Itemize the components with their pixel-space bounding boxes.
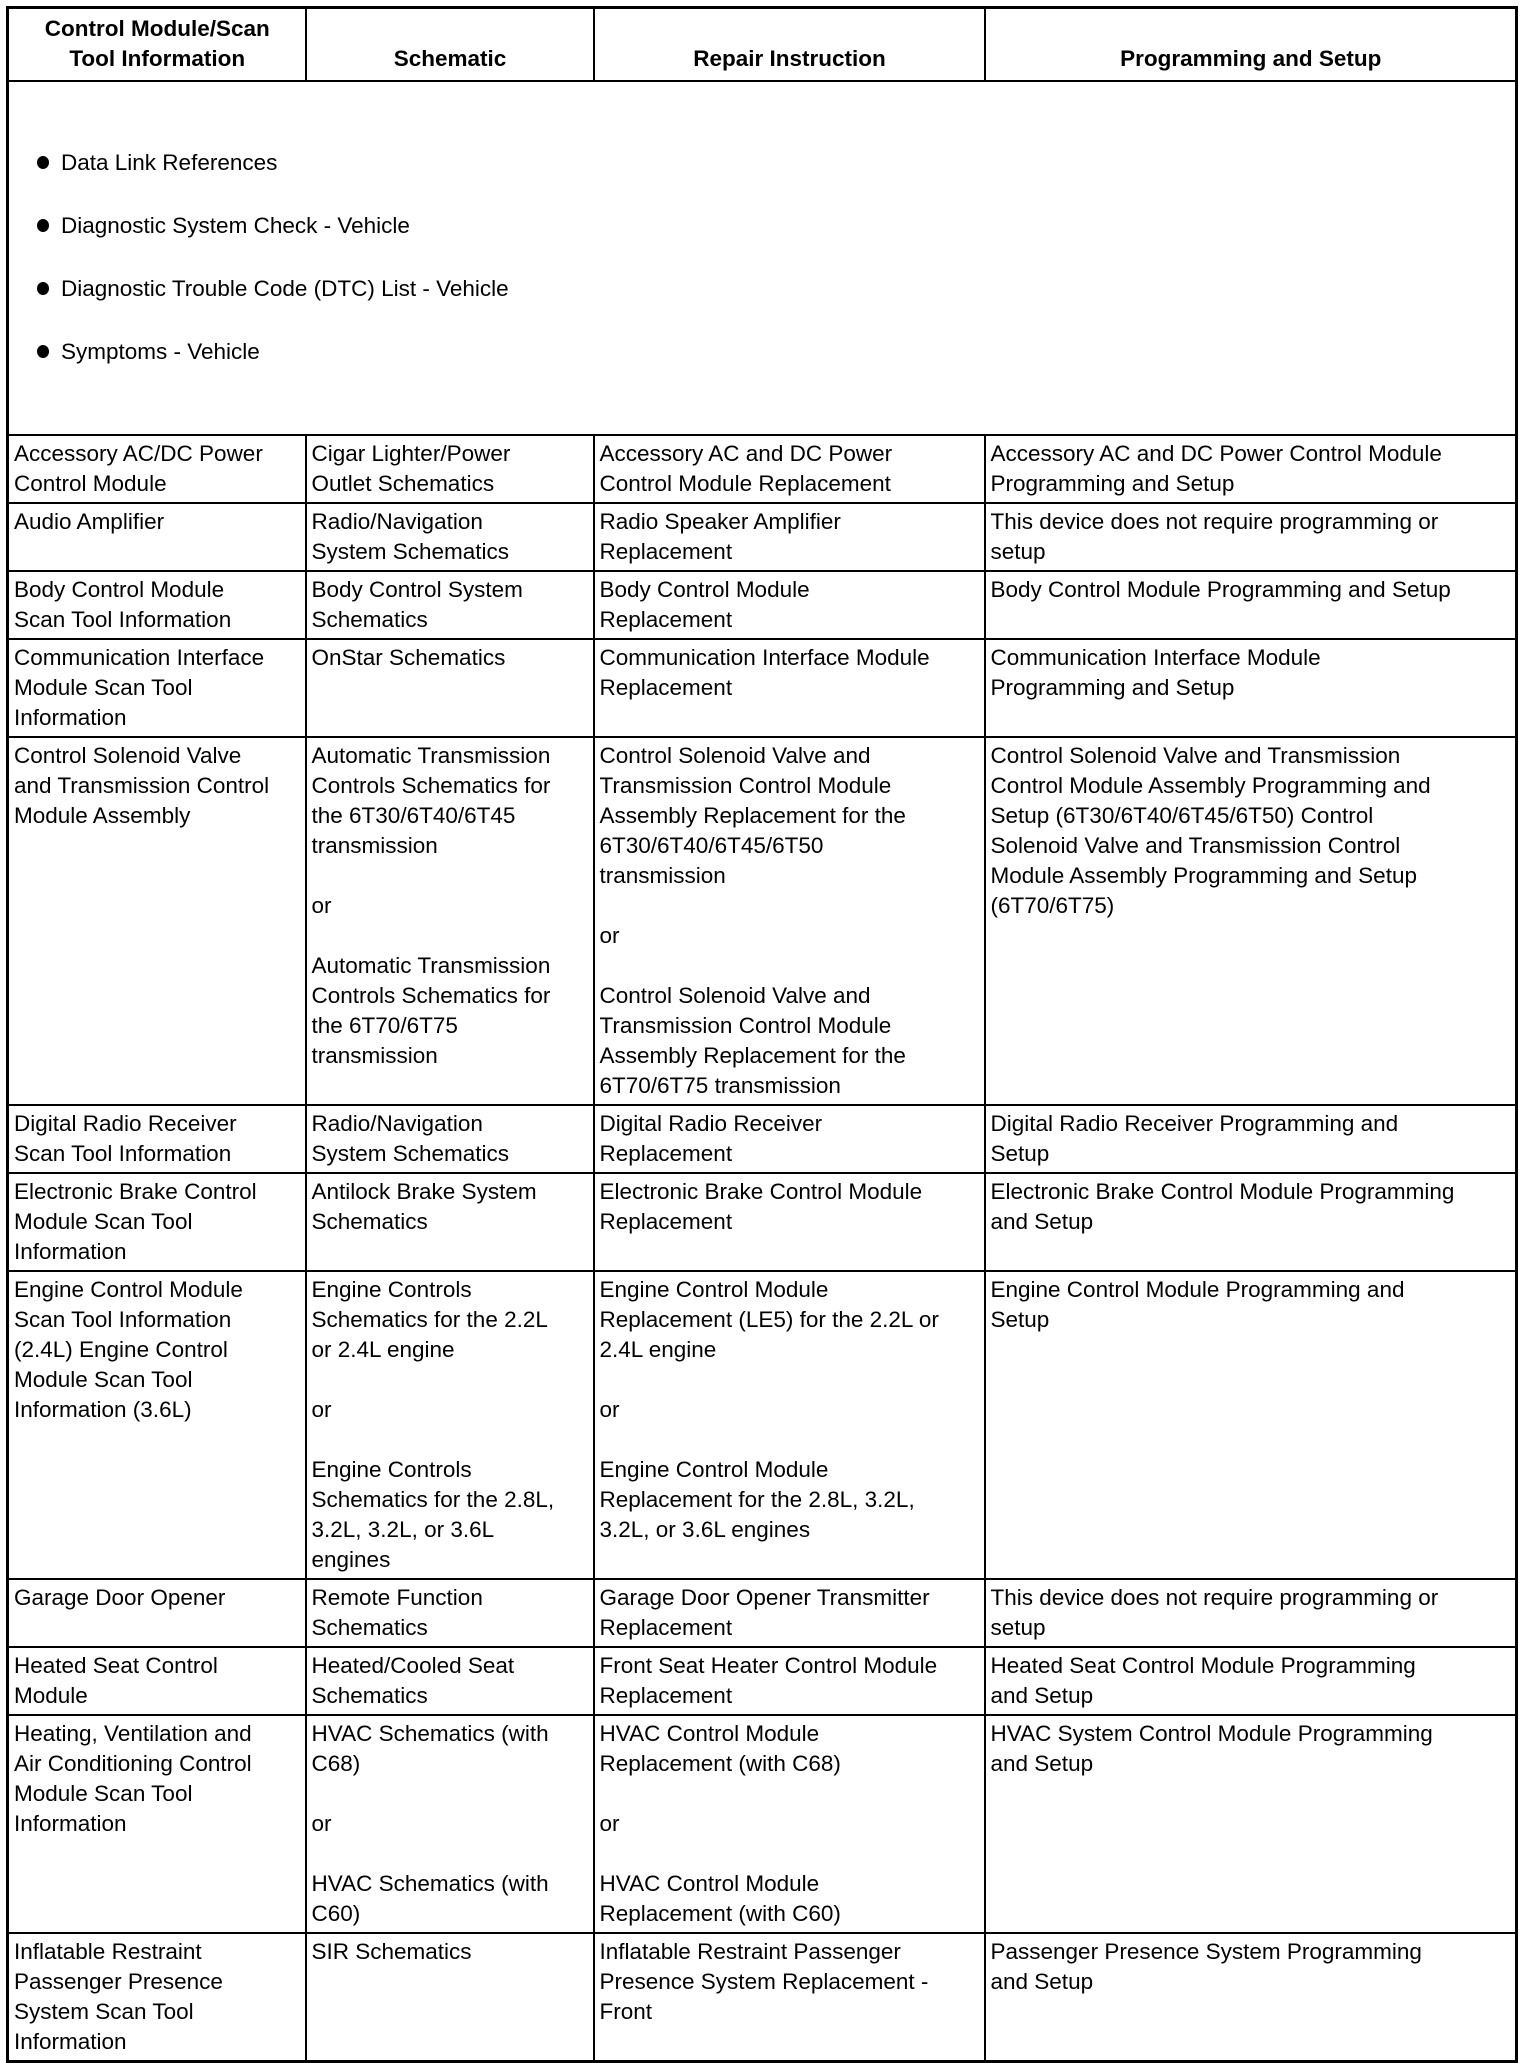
general-link[interactable]: Symptoms - Vehicle (31, 335, 1515, 368)
table-row (8, 737, 1517, 1105)
repair-instruction-cell: Digital Radio Receiver Replacement (594, 1105, 985, 1173)
programming-setup-cell: This device does not require programming or setup (985, 1579, 1517, 1647)
module-cell: Heated Seat Control Module (8, 1647, 306, 1715)
header-schematic: Schematic (306, 8, 594, 81)
module-cell: Heating, Ventilation and Air Conditioning Control Module Scan Tool Information (8, 1715, 306, 1933)
general-links-cell (8, 81, 1517, 435)
schematic-cell: Heated/Cooled Seat Schematics (306, 1647, 594, 1715)
schematic-cell: Remote Function Schematics (306, 1579, 594, 1647)
repair-instruction-cell: Front Seat Heater Control Module Replacement (594, 1647, 985, 1715)
table-row (8, 435, 1517, 503)
repair-instruction-cell: Radio Speaker Amplifier Replacement (594, 503, 985, 571)
table-row (8, 1105, 1517, 1173)
schematic-cell: Cigar Lighter/Power Outlet Schematics (306, 435, 594, 503)
table-row (8, 1933, 1517, 2062)
module-cell: Engine Control Module Scan Tool Information (2.4L) Engine Control Module Scan Tool Information (3.6L) (8, 1271, 306, 1579)
repair-instruction-cell: Electronic Brake Control Module Replacement (594, 1173, 985, 1271)
module-cell: Control Solenoid Valve and Transmission Control Module Assembly (8, 737, 306, 1105)
repair-instruction-cell: HVAC Control Module Replacement (with C68) or HVAC Control Module Replacement (with C60) (594, 1715, 985, 1933)
table-row (8, 1579, 1517, 1647)
schematic-cell: OnStar Schematics (306, 639, 594, 737)
general-link[interactable]: Diagnostic System Check - Vehicle (31, 209, 1515, 242)
programming-setup-cell: Accessory AC and DC Power Control Module Programming and Setup (985, 435, 1517, 503)
repair-instruction-cell: Control Solenoid Valve and Transmission Control Module Assembly Replacement for the 6T30/6T40/6T45/6T50 transmission or Control Solenoid Valve and Transmission Control Module Assembly Replacement for the 6T70/6T75 transmission (594, 737, 985, 1105)
module-cell: Accessory AC/DC Power Control Module (8, 435, 306, 503)
schematic-cell: Antilock Brake System Schematics (306, 1173, 594, 1271)
programming-setup-cell: Passenger Presence System Programming and Setup (985, 1933, 1517, 2062)
header-module: Control Module/Scan Tool Information (8, 8, 306, 81)
header-repair: Repair Instruction (594, 8, 985, 81)
module-cell: Communication Interface Module Scan Tool Information (8, 639, 306, 737)
schematic-cell: Body Control System Schematics (306, 571, 594, 639)
module-reference-table (6, 6, 1518, 2063)
table-row (8, 503, 1517, 571)
header-row (8, 8, 1517, 81)
schematic-cell: Engine Controls Schematics for the 2.2L or 2.4L engine or Engine Controls Schematics for the 2.8L, 3.2L, 3.2L, or 3.6L engines (306, 1271, 594, 1579)
table-row (8, 571, 1517, 639)
general-links-list (31, 116, 1515, 398)
module-cell: Electronic Brake Control Module Scan Tool Information (8, 1173, 306, 1271)
repair-instruction-cell: Body Control Module Replacement (594, 571, 985, 639)
table-row (8, 1715, 1517, 1933)
module-cell: Body Control Module Scan Tool Information (8, 571, 306, 639)
module-cell: Garage Door Opener (8, 1579, 306, 1647)
programming-setup-cell: Heated Seat Control Module Programming and Setup (985, 1647, 1517, 1715)
table-row (8, 1173, 1517, 1271)
table-row (8, 639, 1517, 737)
schematic-cell: SIR Schematics (306, 1933, 594, 2062)
programming-setup-cell: Digital Radio Receiver Programming and Setup (985, 1105, 1517, 1173)
repair-instruction-cell: Accessory AC and DC Power Control Module Replacement (594, 435, 985, 503)
programming-setup-cell: This device does not require programming or setup (985, 503, 1517, 571)
table-row (8, 1647, 1517, 1715)
schematic-cell: Radio/Navigation System Schematics (306, 503, 594, 571)
header-programming: Programming and Setup (985, 8, 1517, 81)
table-row (8, 1271, 1517, 1579)
general-link[interactable]: Diagnostic Trouble Code (DTC) List - Vehicle (31, 272, 1515, 305)
module-cell: Digital Radio Receiver Scan Tool Information (8, 1105, 306, 1173)
schematic-cell: HVAC Schematics (with C68) or HVAC Schematics (with C60) (306, 1715, 594, 1933)
programming-setup-cell: Control Solenoid Valve and Transmission Control Module Assembly Programming and Setup (6T30/6T40/6T45/6T50) Control Solenoid Valve and Transmission Control Module Assembly Programming and Setup (6T70/6T75) (985, 737, 1517, 1105)
general-link[interactable]: Data Link References (31, 146, 1515, 179)
repair-instruction-cell: Inflatable Restraint Passenger Presence System Replacement - Front (594, 1933, 985, 2062)
general-links-row (8, 81, 1517, 435)
repair-instruction-cell: Engine Control Module Replacement (LE5) for the 2.2L or 2.4L engine or Engine Control Module Replacement for the 2.8L, 3.2L, 3.2L, or 3.6L engines (594, 1271, 985, 1579)
programming-setup-cell: Engine Control Module Programming and Setup (985, 1271, 1517, 1579)
repair-instruction-cell: Garage Door Opener Transmitter Replacement (594, 1579, 985, 1647)
programming-setup-cell: Electronic Brake Control Module Programming and Setup (985, 1173, 1517, 1271)
module-cell: Inflatable Restraint Passenger Presence System Scan Tool Information (8, 1933, 306, 2062)
programming-setup-cell: Body Control Module Programming and Setup (985, 571, 1517, 639)
schematic-cell: Automatic Transmission Controls Schematics for the 6T30/6T40/6T45 transmission or Automatic Transmission Controls Schematics for the 6T70/6T75 transmission (306, 737, 594, 1105)
programming-setup-cell: HVAC System Control Module Programming and Setup (985, 1715, 1517, 1933)
repair-instruction-cell: Communication Interface Module Replacement (594, 639, 985, 737)
programming-setup-cell: Communication Interface Module Programming and Setup (985, 639, 1517, 737)
schematic-cell: Radio/Navigation System Schematics (306, 1105, 594, 1173)
module-cell: Audio Amplifier (8, 503, 306, 571)
